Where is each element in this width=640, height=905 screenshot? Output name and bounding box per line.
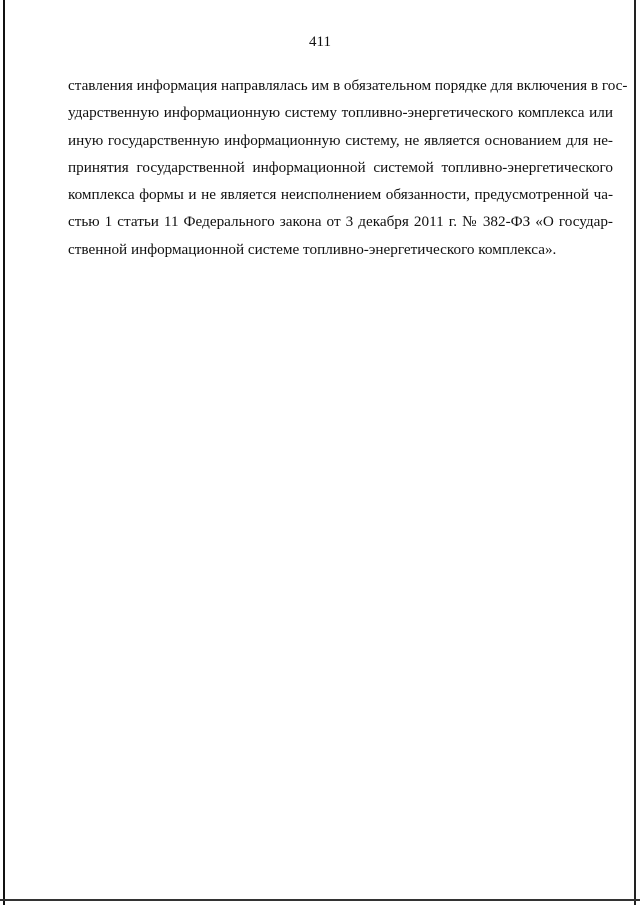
text-line: ставления информация направлялась им в обязательном порядке для включения в гос- [68, 77, 628, 94]
body-paragraph [68, 72, 628, 263]
page-number: 411 [309, 34, 331, 50]
text-line: принятия государственной информационной системой топливно-энергетического [68, 158, 613, 176]
scan-edge-left [3, 0, 5, 905]
scan-edge-right [634, 0, 636, 905]
text-line: ударственную информационную систему топливно-энергетического комплекса или [68, 104, 613, 122]
text-line: стью 1 статьи 11 Федерального закона от 3 декабря 2011 г. № 382-ФЗ «О государ- [68, 213, 613, 231]
scan-edge-bottom [0, 899, 640, 901]
text-line: комплекса формы и не является неисполнением обязанности, предусмотренной ча- [68, 186, 613, 204]
text-line: иную государственную информационную систему, не является основанием для не- [68, 131, 613, 149]
text-line: ственной информационной системе топливно-энергетического комплекса». [68, 240, 557, 258]
